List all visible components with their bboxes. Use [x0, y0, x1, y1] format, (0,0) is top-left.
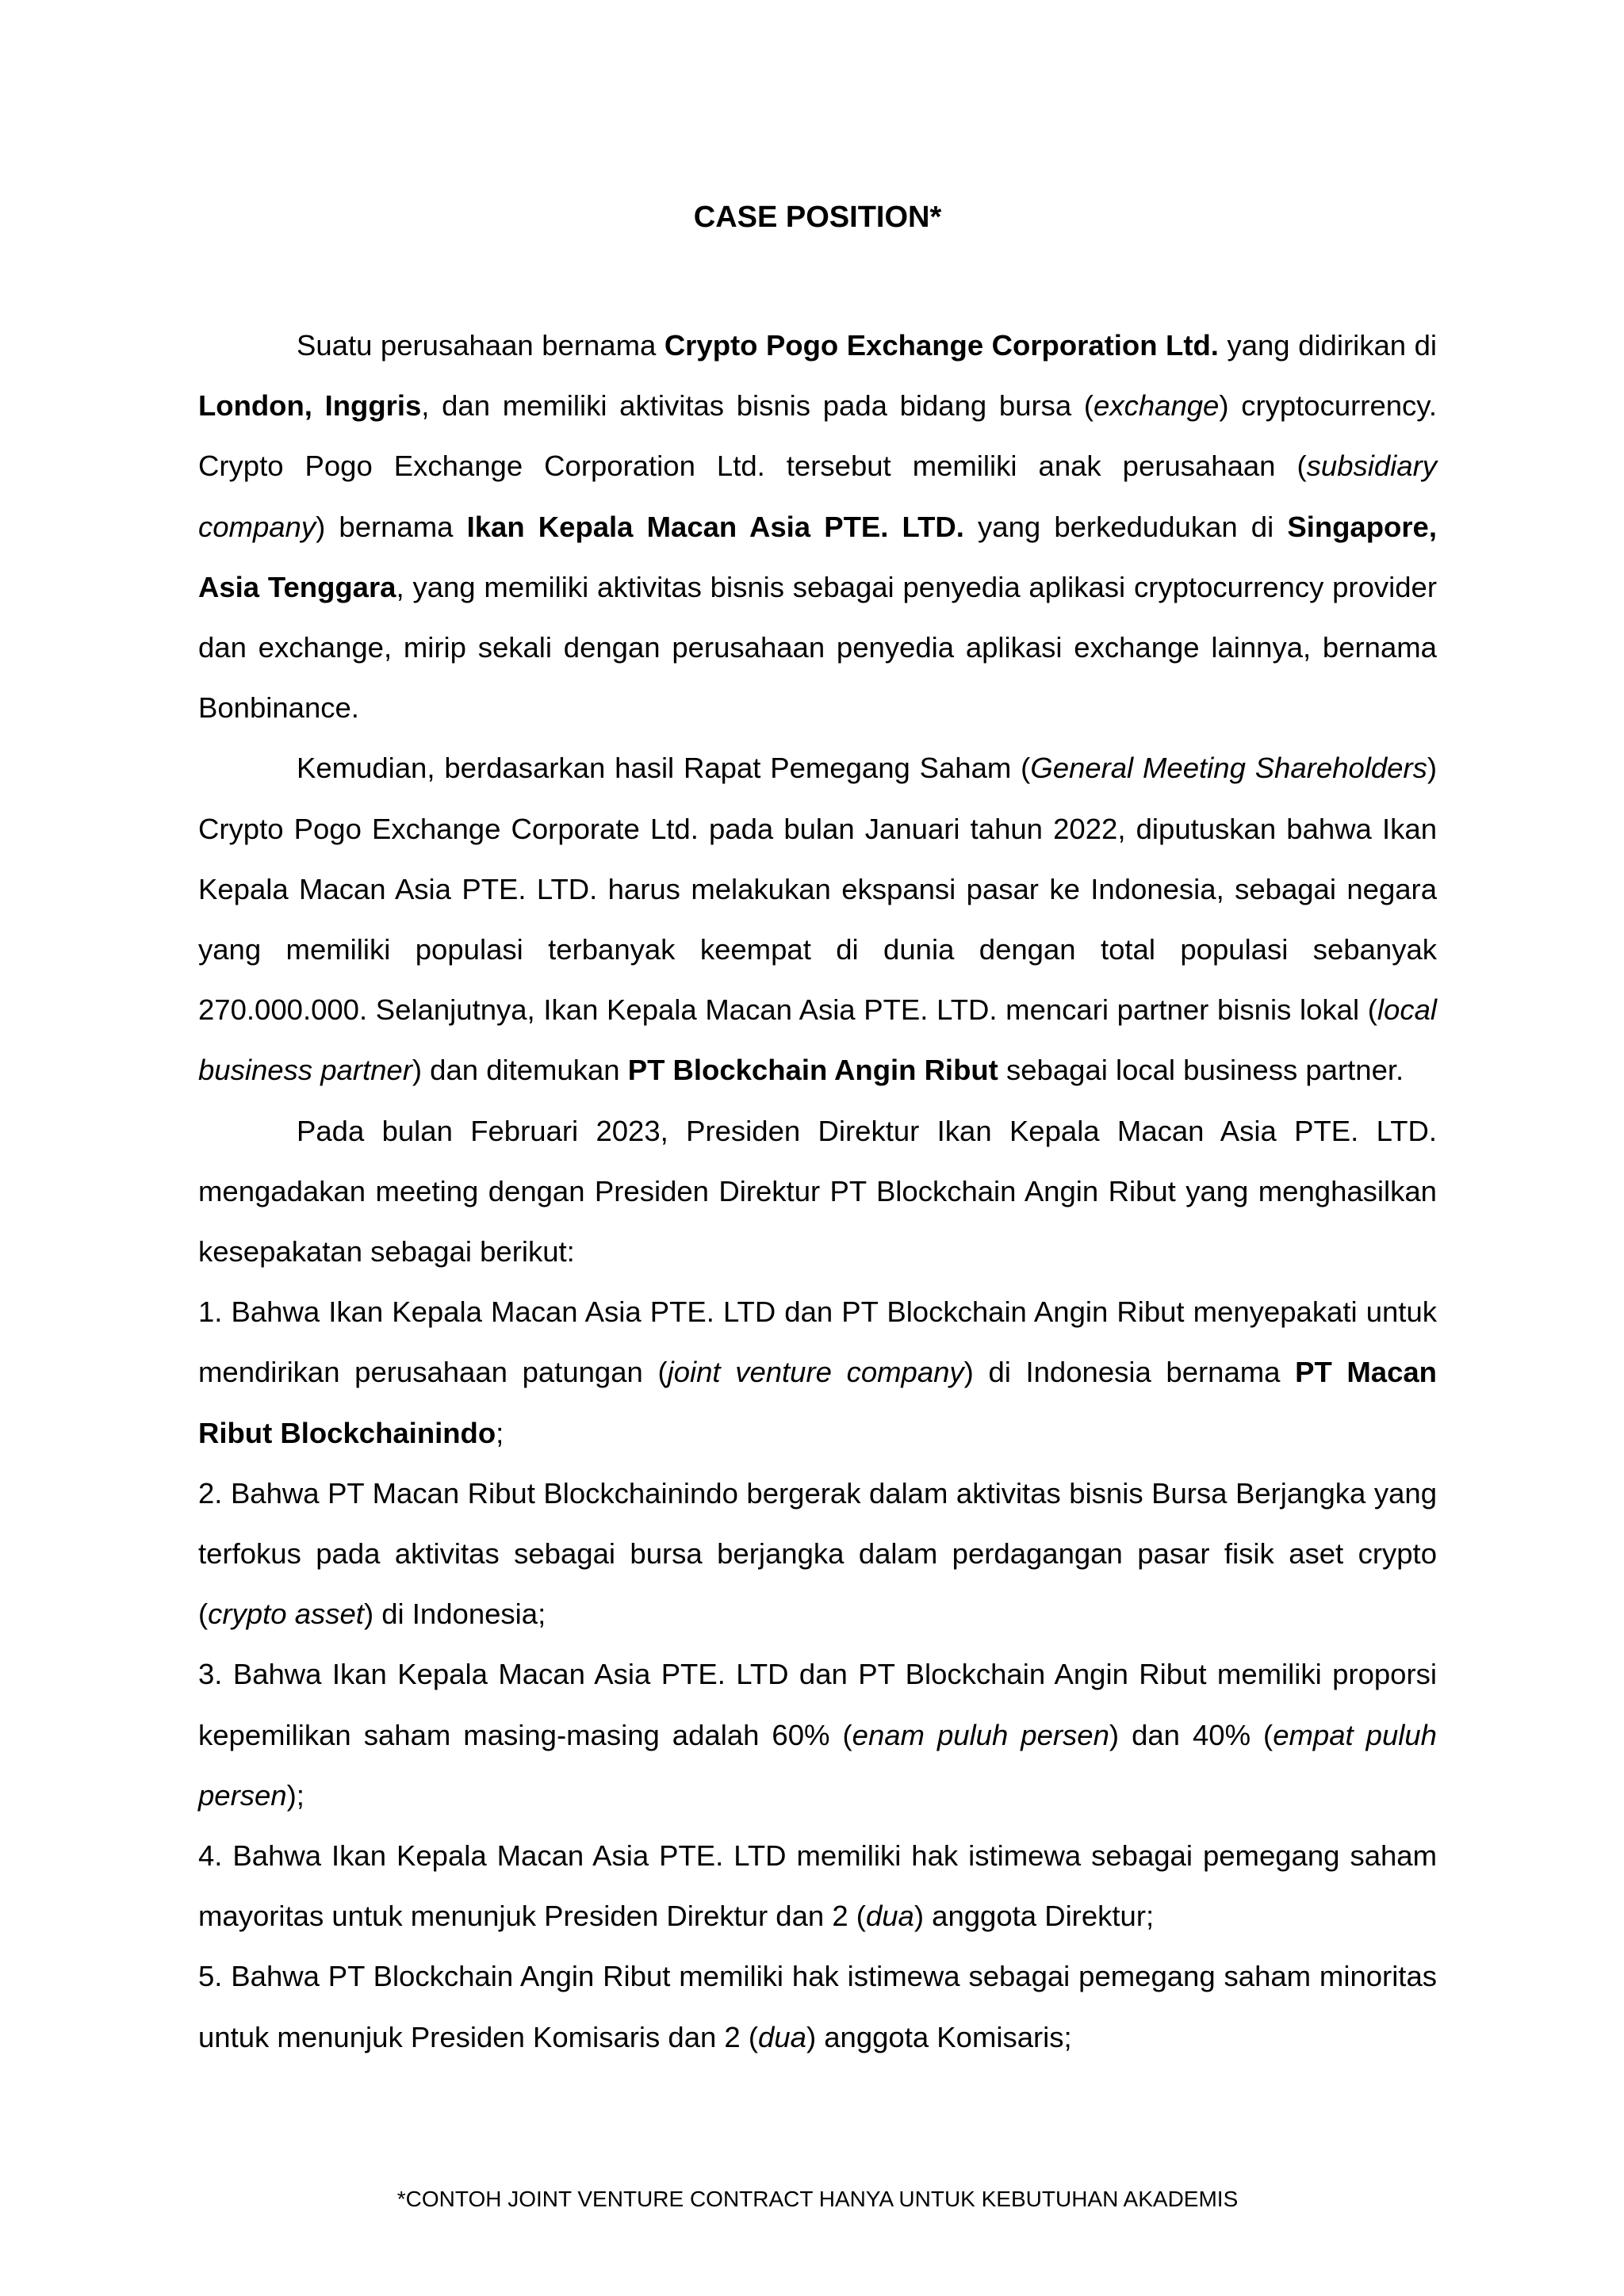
agreement-item-3: 3. Bahwa Ikan Kepala Macan Asia PTE. LTD dan PT Blockchain Angin Ribut memiliki proporsi kepemilikan saham masing-masing adalah 60% (enam puluh persen) dan 40% (empat puluh persen);	[198, 1658, 1437, 1812]
agreement-item-1: 1. Bahwa Ikan Kepala Macan Asia PTE. LTD dan PT Blockchain Angin Ribut menyepakati untuk mendirikan perusahaan patungan (joint venture company) di Indonesia bernama PT Macan Ribut Blockchainindo;	[198, 1295, 1437, 1449]
subsidiary-location: Singapore, Asia Tenggara	[198, 510, 1437, 603]
paragraph-market-expansion: Kemudian, berdasarkan hasil Rapat Pemegang Saham (General Meeting Shareholders) Crypto Pogo Exchange Corporate Ltd. pada bulan Januari tahun 2022, diputuskan bahwa Ikan Kepala Macan Asia PTE. LTD. harus melakukan ekspansi pasar ke Indonesia, sebagai negara yang memiliki populasi terbanyak keempat di dunia dengan total populasi sebanyak 270.000.000. Selanjutnya, Ikan Kepala Macan Asia PTE. LTD. mencari partner bisnis lokal (local business partner) dan ditemukan PT Blockchain Angin Ribut sebagai local business partner.	[198, 752, 1437, 1087]
company-name: Crypto Pogo Exchange Corporation Ltd.	[664, 329, 1219, 362]
joint-venture-name: PT Macan Ribut Blockchainindo	[198, 1356, 1437, 1449]
agreement-item-2: 2. Bahwa PT Macan Ribut Blockchainindo bergerak dalam aktivitas bisnis Bursa Berjangka yang terfokus pada aktivitas sebagai bursa berjangka dalam perdagangan pasar fisik aset crypto (crypto asset) di Indonesia;	[198, 1476, 1437, 1631]
subsidiary-name: Ikan Kepala Macan Asia PTE. LTD.	[466, 510, 964, 543]
document-title: CASE POSITION*	[693, 201, 942, 234]
paragraph-meeting: Pada bulan Februari 2023, Presiden Direktur Ikan Kepala Macan Asia PTE. LTD. mengadakan meeting dengan Presiden Direktur PT Blockchain Angin Ribut yang menghasilkan kesepakatan sebagai berikut:	[198, 1114, 1437, 1269]
document-page	[198, 0, 1437, 2296]
local-partner-name: PT Blockchain Angin Ribut	[627, 1054, 998, 1087]
agreement-item-5: 5. Bahwa PT Blockchain Angin Ribut memiliki hak istimewa sebagai pemegang saham minoritas untuk menunjuk Presiden Komisaris dan 2 (dua) anggota Komisaris;	[198, 1960, 1437, 2053]
company-location: London, Inggris	[198, 389, 422, 423]
page-footer-note: *CONTOH JOINT VENTURE CONTRACT HANYA UNTUK KEBUTUHAN AKADEMIS	[396, 2187, 1239, 2211]
agreement-item-4: 4. Bahwa Ikan Kepala Macan Asia PTE. LTD memiliki hak istimewa sebagai pemegang saham mayoritas untuk menunjuk Presiden Direktur dan 2 (dua) anggota Direktur;	[198, 1839, 1437, 1933]
paragraph-company-background: Suatu perusahaan bernama Crypto Pogo Exchange Corporation Ltd. yang didirikan di London, Inggris, dan memiliki aktivitas bisnis pada bidang bursa (exchange) cryptocurrency. Crypto Pogo Exchange Corporation Ltd. tersebut memiliki anak perusahaan (subsidiary company) bernama Ikan Kepala Macan Asia PTE. LTD. yang berkedudukan di Singapore, Asia Tenggara, yang memiliki aktivitas bisnis sebagai penyedia aplikasi cryptocurrency provider dan exchange, mirip sekali dengan perusahaan penyedia aplikasi exchange lainnya, bernama Bonbinance.	[198, 329, 1437, 725]
document-body	[198, 316, 1437, 2068]
